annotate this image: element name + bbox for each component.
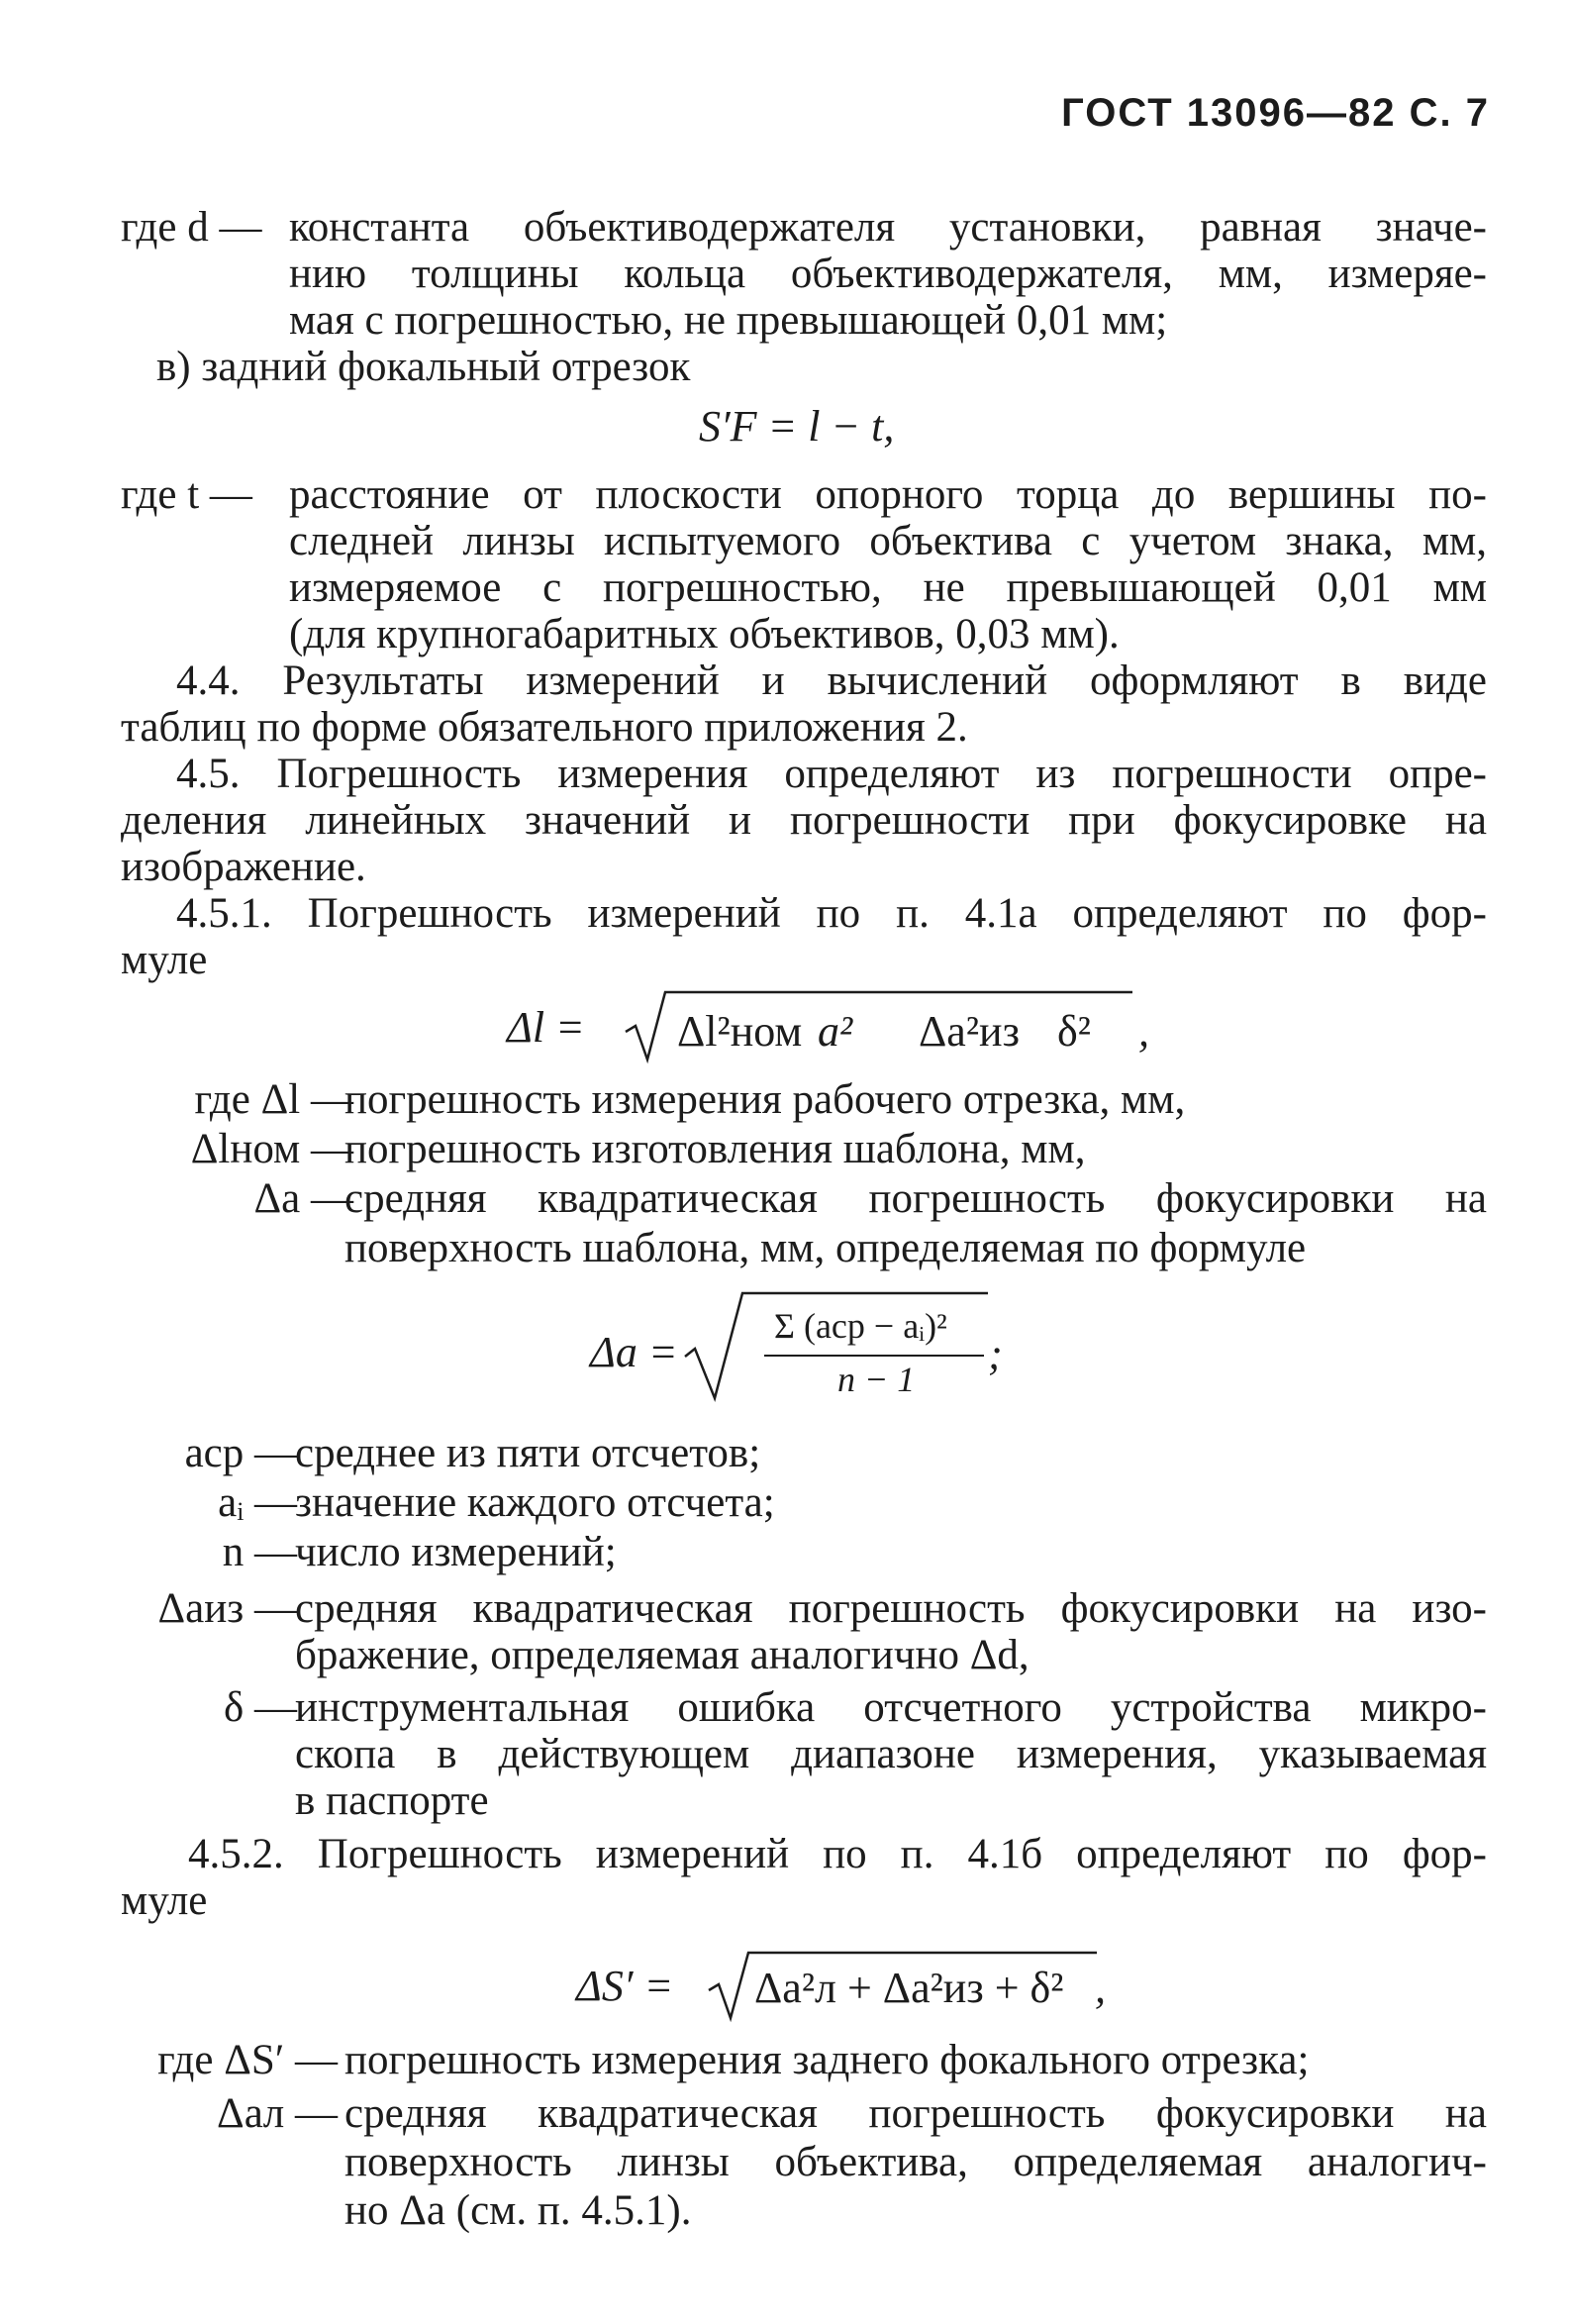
def-d-line-2: нию толщины кольца объективодержателя, мм, измеряе- <box>289 251 1487 297</box>
def-t-line-3: измеряемое с погрешностью, не превышающей 0,01 мм <box>289 564 1487 611</box>
formula-dl-t4: δ² <box>1057 1007 1091 1056</box>
def-label-d: где d — <box>121 204 262 251</box>
def-text-dal-3: но Δa (см. п. 4.5.1). <box>344 2187 692 2234</box>
def-t-line-4: (для крупногабаритных объективов, 0,03 мм). <box>289 611 1120 657</box>
page-header: ГОСТ 13096—82 С. 7 <box>1061 91 1490 135</box>
def-sym-acp: aср — <box>184 1430 297 1476</box>
def-sym-dl: где Δl — <box>194 1076 353 1123</box>
def-sym-ai: aᵢ — <box>218 1479 297 1526</box>
def-text-da-2: поверхность шаблона, мм, определяемая по формуле <box>344 1225 1307 1271</box>
def-text-dal-1: средняя квадратическая погрешность фокусировки на <box>344 2090 1487 2137</box>
def-text-ds: погрешность измерения заднего фокального отрезка; <box>344 2037 1310 2083</box>
def-text-delta-1: инструментальная ошибка отсчетного устройства микро- <box>295 1684 1487 1731</box>
fraction-bar <box>764 1355 984 1357</box>
def-label-t: где t — <box>121 471 252 518</box>
p45-line-2: деления линейных значений и погрешности при фокусировке на <box>121 797 1487 844</box>
def-text-n: число измерений; <box>295 1529 617 1575</box>
def-d-line-1: константа объективодержателя установки, равная значе- <box>289 204 1487 251</box>
def-t-line-1: расстояние от плоскости опорного торца до вершины по- <box>289 471 1487 518</box>
formula-dl-t2: a² <box>818 1007 853 1056</box>
def-text-daiz-1: средняя квадратическая погрешность фокусировки на изо- <box>295 1585 1487 1632</box>
def-sym-dlnom: Δlном — <box>190 1126 353 1172</box>
def-sym-ds: где ΔS′ — <box>157 2037 338 2083</box>
def-text-acp: среднее из пяти отсчетов; <box>295 1430 761 1476</box>
p44-line-1: 4.4. Результаты измерений и вычислений оформляют в виде <box>176 657 1487 704</box>
def-text-dl: погрешность измерения рабочего отрезка, мм, <box>344 1076 1186 1123</box>
def-sym-delta: δ — <box>223 1684 297 1731</box>
def-sym-da: Δa — <box>253 1175 353 1222</box>
formula-da-num: Σ (aср − aᵢ)² <box>774 1306 947 1346</box>
p44-line-2: таблиц по форме обязательного приложения 2. <box>121 704 968 751</box>
formula-ds-lhs: ΔS′ = <box>576 1962 674 2010</box>
def-text-delta-3: в паспорте <box>295 1777 489 1824</box>
formula-sf: S′F = l − t, <box>699 402 895 451</box>
formula-ds-end: , <box>1095 1964 1106 2012</box>
def-sym-n: n — <box>222 1529 297 1575</box>
p452-line-2: муле <box>121 1877 208 1924</box>
formula-dl-t3: Δa²из <box>919 1007 1020 1056</box>
def-text-dal-2: поверхность линзы объектива, определяемая аналогич- <box>344 2139 1487 2185</box>
def-sym-dal: Δaл — <box>217 2090 338 2137</box>
p452-line-1: 4.5.2. Погрешность измерений по п. 4.1б определяют по фор- <box>188 1831 1487 1877</box>
formula-ds-body: Δa²л + Δa²из + δ² <box>754 1964 1064 2012</box>
formula-dl-end: , <box>1138 1007 1149 1056</box>
def-text-dlnom: погрешность изготовления шаблона, мм, <box>344 1126 1086 1172</box>
p45-line-3: изображение. <box>121 844 366 890</box>
p451-line-1: 4.5.1. Погрешность измерений по п. 4.1а определяют по фор- <box>176 890 1487 937</box>
def-t-line-2: следней линзы испытуемого объектива с учетом знака, мм, <box>289 518 1487 564</box>
formula-da-end: ; <box>988 1330 1003 1378</box>
formula-dl-lhs: Δl = <box>507 1003 585 1052</box>
p45-line-1: 4.5. Погрешность измерения определяют из погрешности опре- <box>176 751 1487 797</box>
item-v: в) задний фокальный отрезок <box>156 344 691 390</box>
def-sym-daiz: Δaиз — <box>157 1585 297 1632</box>
def-d-line-3: мая с погрешностью, не превышающей 0,01 мм; <box>289 297 1168 344</box>
p451-line-2: муле <box>121 937 208 983</box>
formula-dl-t1: Δl²ном <box>677 1007 803 1056</box>
def-text-delta-2: скопа в действующем диапазоне измерения, указываемая <box>295 1731 1487 1777</box>
def-text-daiz-2: бражение, определяемая аналогично Δd, <box>295 1632 1030 1678</box>
formula-da-den: n − 1 <box>837 1360 916 1399</box>
formula-da-lhs: Δa = <box>590 1328 678 1376</box>
def-text-ai: значение каждого отсчета; <box>295 1479 775 1526</box>
def-text-da-1: средняя квадратическая погрешность фокусировки на <box>344 1175 1487 1222</box>
